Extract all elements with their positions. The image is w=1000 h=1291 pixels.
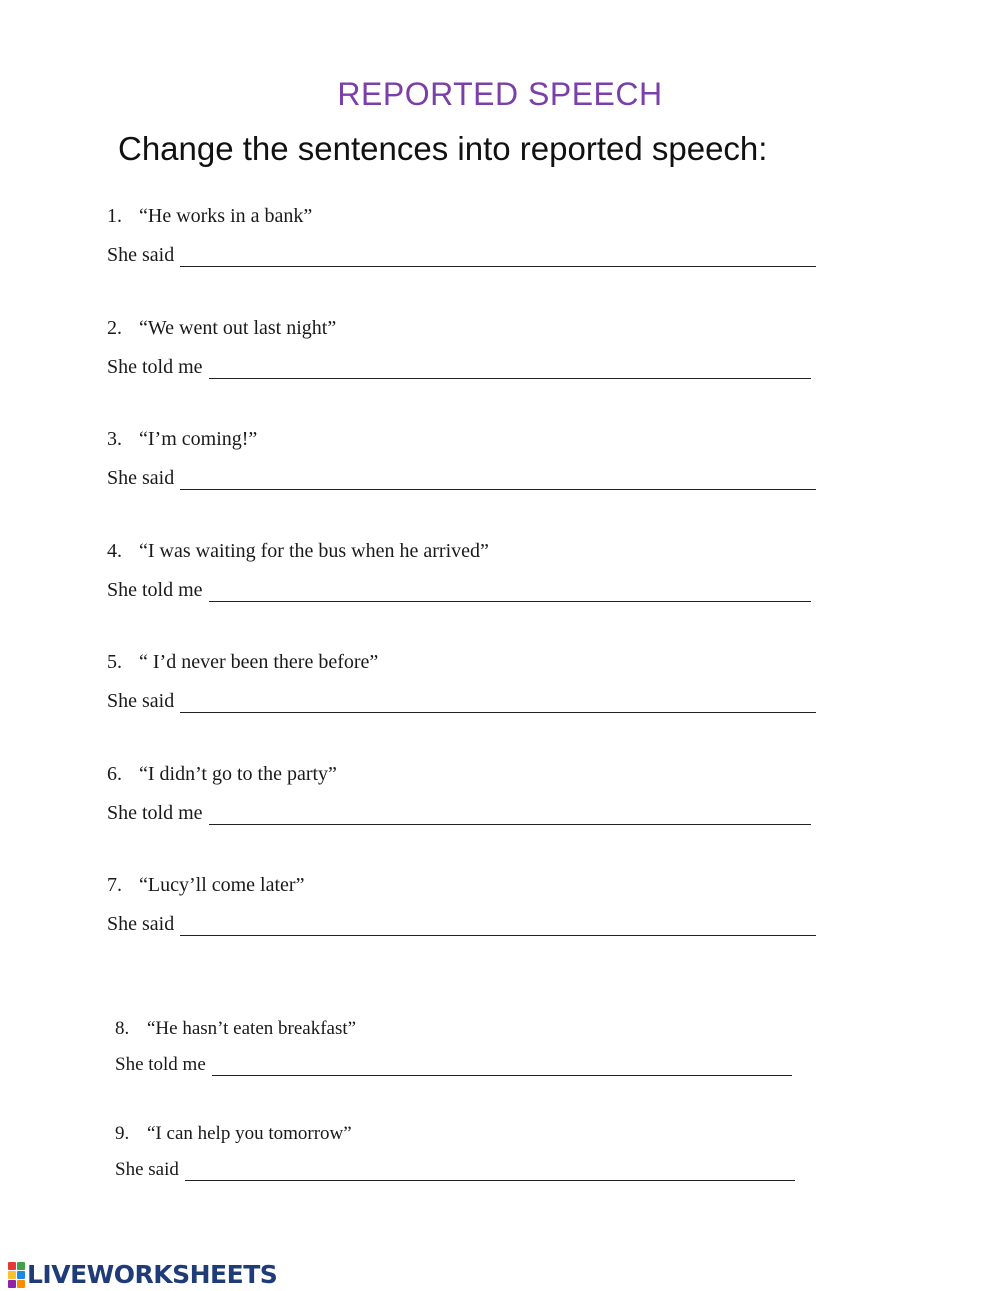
answer-lead: She said xyxy=(107,467,175,489)
exercise-item-9 xyxy=(115,1123,795,1181)
item-number: 5. xyxy=(107,651,122,673)
answer-input-1[interactable] xyxy=(180,244,816,267)
item-question xyxy=(115,1018,792,1040)
answer-input-8[interactable] xyxy=(212,1053,792,1076)
answer-row xyxy=(115,1158,795,1181)
item-quote: “He hasn’t eaten breakfast” xyxy=(147,1018,357,1039)
item-number: 7. xyxy=(107,874,122,896)
answer-lead: She told me xyxy=(115,1054,206,1075)
item-question xyxy=(107,651,816,674)
exercise-item-3 xyxy=(107,428,816,490)
logo-square xyxy=(8,1280,16,1288)
logo-square xyxy=(8,1271,16,1279)
answer-row xyxy=(107,913,816,936)
item-quote: “Lucy’ll come later” xyxy=(139,874,305,896)
answer-input-4[interactable] xyxy=(209,579,811,602)
answer-row xyxy=(107,690,816,713)
item-quote: “We went out last night” xyxy=(139,317,337,339)
item-question xyxy=(107,428,816,451)
answer-lead: She said xyxy=(115,1159,179,1180)
item-number: 3. xyxy=(107,428,122,450)
item-quote: “I was waiting for the bus when he arrived” xyxy=(139,540,489,562)
logo-text: LIVEWORKSHEETS xyxy=(27,1260,278,1289)
item-number: 6. xyxy=(107,763,122,785)
exercise-item-5 xyxy=(107,651,816,713)
exercise-item-8 xyxy=(115,1018,792,1076)
exercise-item-7 xyxy=(107,874,816,936)
answer-row xyxy=(107,244,816,267)
item-question xyxy=(107,317,811,340)
answer-input-9[interactable] xyxy=(185,1158,795,1181)
item-question xyxy=(107,540,811,563)
answer-lead: She told me xyxy=(107,356,203,378)
answer-lead: She said xyxy=(107,913,175,935)
logo-square xyxy=(17,1271,25,1279)
answer-lead: She told me xyxy=(107,579,203,601)
answer-row xyxy=(115,1053,792,1076)
answer-input-7[interactable] xyxy=(180,913,816,936)
answer-row xyxy=(107,467,816,490)
exercise-item-1 xyxy=(107,205,816,267)
item-question xyxy=(107,874,816,897)
answer-lead: She said xyxy=(107,244,175,266)
exercise-item-6 xyxy=(107,763,811,825)
item-number: 8. xyxy=(115,1018,130,1039)
answer-input-5[interactable] xyxy=(180,690,816,713)
logo-square xyxy=(17,1280,25,1288)
item-quote: “He works in a bank” xyxy=(139,205,313,227)
answer-lead: She told me xyxy=(107,802,203,824)
worksheet-title: REPORTED SPEECH xyxy=(337,76,663,112)
answer-row xyxy=(107,356,811,379)
item-number: 2. xyxy=(107,317,122,339)
item-question xyxy=(107,763,811,786)
answer-input-2[interactable] xyxy=(209,356,811,379)
item-number: 1. xyxy=(107,205,122,227)
answer-input-3[interactable] xyxy=(180,467,816,490)
item-quote: “ I’d never been there before” xyxy=(139,651,379,673)
logo-square xyxy=(8,1262,16,1270)
exercise-item-4 xyxy=(107,540,811,602)
logo-square xyxy=(17,1262,25,1270)
logo-icon xyxy=(8,1262,25,1288)
item-quote: “I didn’t go to the party” xyxy=(139,763,337,785)
answer-lead: She said xyxy=(107,690,175,712)
item-number: 9. xyxy=(115,1123,130,1144)
item-quote: “I’m coming!” xyxy=(139,428,258,450)
item-quote: “I can help you tomorrow” xyxy=(147,1123,352,1144)
item-number: 4. xyxy=(107,540,122,562)
answer-row xyxy=(107,579,811,602)
exercise-item-2 xyxy=(107,317,811,379)
answer-row xyxy=(107,802,811,825)
liveworksheets-logo[interactable] xyxy=(8,1260,277,1289)
instruction-text: Change the sentences into reported speech: xyxy=(118,130,768,167)
item-question xyxy=(115,1123,795,1145)
answer-input-6[interactable] xyxy=(209,802,811,825)
item-question xyxy=(107,205,816,228)
